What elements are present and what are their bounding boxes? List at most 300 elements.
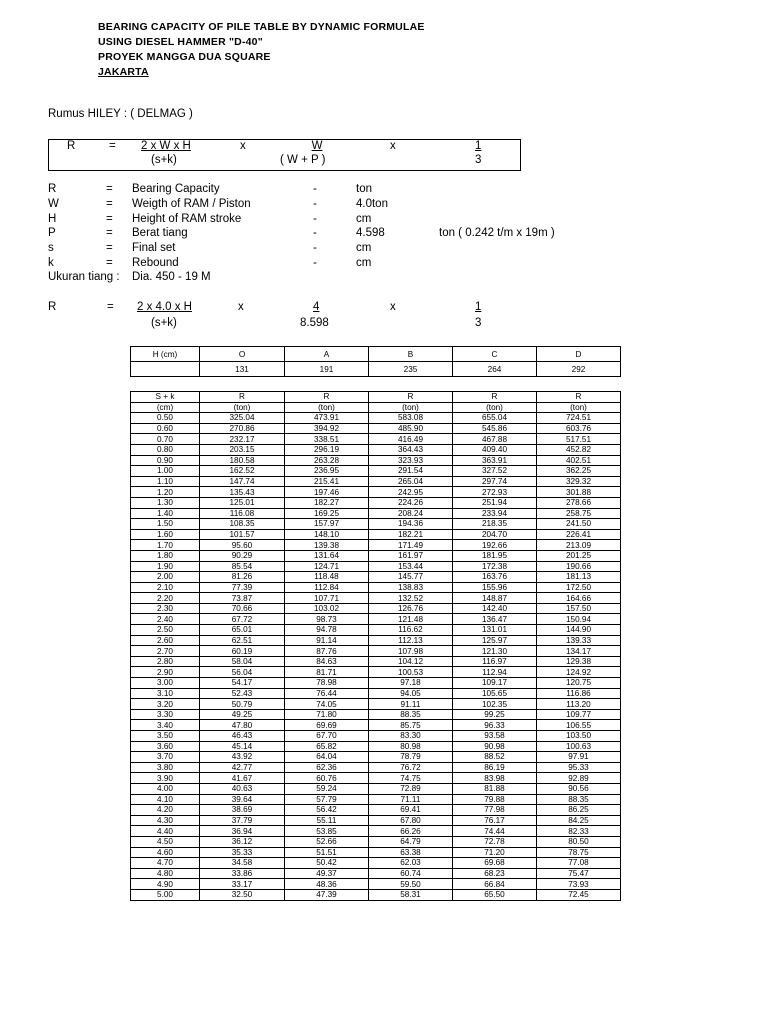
- table-row: [131, 519, 621, 530]
- table-cell: 235: [369, 362, 453, 377]
- table-cell: 118.48: [285, 572, 369, 583]
- table-cell: 131.64: [285, 550, 369, 561]
- table-cell: 233.94: [453, 508, 537, 519]
- table-cell: 60.74: [369, 868, 453, 879]
- table-cell: 517.51: [537, 434, 621, 445]
- table-cell: 103.02: [285, 603, 369, 614]
- definition-description: Bearing Capacity: [132, 183, 220, 195]
- table-cell: 77.08: [537, 858, 621, 869]
- table-cell: 103.50: [537, 731, 621, 742]
- header-cell: H (cm): [131, 347, 200, 362]
- table-cell: 545.86: [453, 423, 537, 434]
- formula-numerator-1: 2 x W x H: [141, 140, 191, 152]
- table-cell: 40.63: [200, 783, 285, 794]
- definition-description: Height of RAM stroke: [132, 213, 242, 225]
- table-cell: 47.80: [200, 720, 285, 731]
- header-cell: (ton): [453, 402, 537, 413]
- table-cell: 272.93: [453, 487, 537, 498]
- header-cell: (ton): [200, 402, 285, 413]
- table-cell: 36.12: [200, 836, 285, 847]
- table-row: [131, 678, 621, 689]
- table-cell: 70.66: [200, 603, 285, 614]
- table-cell: 4.40: [131, 826, 200, 837]
- table-cell: 83.98: [453, 773, 537, 784]
- table-cell: 147.74: [200, 476, 285, 487]
- table-cell: 132.52: [369, 593, 453, 604]
- table-cell: 0.70: [131, 434, 200, 445]
- header-hammer: USING DIESEL HAMMER "D-40": [98, 36, 263, 48]
- table-cell: 99.25: [453, 709, 537, 720]
- table-row: [131, 762, 621, 773]
- definition-dash: -: [313, 198, 317, 210]
- table-cell: 226.41: [537, 529, 621, 540]
- header-cell: (cm): [131, 402, 200, 413]
- table-cell: 452.82: [537, 444, 621, 455]
- table-cell: 148.10: [285, 529, 369, 540]
- formula-times-2: x: [390, 140, 396, 152]
- table-cell: 64.79: [369, 836, 453, 847]
- header-cell: R: [200, 392, 285, 403]
- table-cell: 72.89: [369, 783, 453, 794]
- table-cell: 101.57: [200, 529, 285, 540]
- table-cell: 129.38: [537, 656, 621, 667]
- table-cell: 113.20: [537, 699, 621, 710]
- table-cell: 65.50: [453, 889, 537, 900]
- table-row: [131, 540, 621, 551]
- header-cell: R: [285, 392, 369, 403]
- table-row: [131, 550, 621, 561]
- table-row: [131, 815, 621, 826]
- table-row: [131, 413, 621, 424]
- table-row: [131, 773, 621, 784]
- definition-value: cm: [356, 257, 372, 269]
- table-cell: 3.20: [131, 699, 200, 710]
- table-cell: 91.14: [285, 635, 369, 646]
- table-cell: 192.66: [453, 540, 537, 551]
- table-cell: 86.19: [453, 762, 537, 773]
- definition-eq: =: [106, 242, 113, 254]
- table-cell: 131.01: [453, 625, 537, 636]
- table-cell: 2.70: [131, 646, 200, 657]
- table-cell: 57.79: [285, 794, 369, 805]
- table-row: [131, 667, 621, 678]
- table-cell: 90.98: [453, 741, 537, 752]
- table-cell: 67.80: [369, 815, 453, 826]
- table-cell: 296.19: [285, 444, 369, 455]
- table-cell: 204.70: [453, 529, 537, 540]
- table-cell: 0.60: [131, 423, 200, 434]
- definition-symbol: W: [48, 198, 59, 210]
- table-cell: 218.35: [453, 519, 537, 530]
- table-cell: 148.87: [453, 593, 537, 604]
- table-cell: 2.80: [131, 656, 200, 667]
- definition-symbol: P: [48, 227, 56, 239]
- table-cell: 724.51: [537, 413, 621, 424]
- table-cell: 95.33: [537, 762, 621, 773]
- table-cell: 43.92: [200, 752, 285, 763]
- table-cell: 67.72: [200, 614, 285, 625]
- table-cell: 106.55: [537, 720, 621, 731]
- table-cell: 41.67: [200, 773, 285, 784]
- table-cell: 69.41: [369, 805, 453, 816]
- formula-eq: =: [107, 301, 114, 313]
- table-cell: 3.40: [131, 720, 200, 731]
- table-cell: 73.87: [200, 593, 285, 604]
- table-cell: 181.13: [537, 572, 621, 583]
- table-cell: 291.54: [369, 466, 453, 477]
- formula-times-1: x: [240, 140, 246, 152]
- table-cell: 85.54: [200, 561, 285, 572]
- table-cell: 258.75: [537, 508, 621, 519]
- table-cell: 64.04: [285, 752, 369, 763]
- table-cell: 241.50: [537, 519, 621, 530]
- table-header-row: [131, 402, 621, 413]
- table-cell: 90.56: [537, 783, 621, 794]
- definition-symbol: R: [48, 183, 57, 195]
- definition-note: ton ( 0.242 t/m x 19m ): [439, 227, 555, 239]
- table-row: [131, 868, 621, 879]
- table-row: [131, 826, 621, 837]
- table-cell: 120.75: [537, 678, 621, 689]
- table-cell: 52.66: [285, 836, 369, 847]
- table-cell: 85.75: [369, 720, 453, 731]
- table-cell: 157.97: [285, 519, 369, 530]
- table-cell: 603.76: [537, 423, 621, 434]
- table-cell: 197.46: [285, 487, 369, 498]
- table-cell: 172.50: [537, 582, 621, 593]
- table-cell: 194.36: [369, 519, 453, 530]
- definition-value: ton: [356, 183, 372, 195]
- table-header-row: [131, 347, 621, 362]
- header-cell: S + k: [131, 392, 200, 403]
- header-cell: R: [369, 392, 453, 403]
- table-cell: 263.28: [285, 455, 369, 466]
- table-cell: 3.90: [131, 773, 200, 784]
- table-row: [131, 362, 621, 377]
- table-row: [131, 709, 621, 720]
- table-cell: 473.91: [285, 413, 369, 424]
- table-cell: 84.63: [285, 656, 369, 667]
- table-cell: 292: [537, 362, 621, 377]
- table-cell: 2.60: [131, 635, 200, 646]
- table-cell: 125.01: [200, 497, 285, 508]
- table-cell: 121.30: [453, 646, 537, 657]
- definition-dash: -: [313, 257, 317, 269]
- formula-times-2: x: [390, 301, 396, 313]
- table-cell: 80.98: [369, 741, 453, 752]
- table-cell: 50.42: [285, 858, 369, 869]
- table-cell: 125.97: [453, 635, 537, 646]
- header-cell: B: [369, 347, 453, 362]
- table-cell: 2.50: [131, 625, 200, 636]
- formula-times-1: x: [238, 301, 244, 313]
- table-cell: 62.36: [285, 762, 369, 773]
- header-cell: R: [453, 392, 537, 403]
- table-cell: 161.97: [369, 550, 453, 561]
- table-row: [131, 434, 621, 445]
- formula-denominator-1: (s+k): [151, 154, 177, 166]
- table-cell: 97.18: [369, 678, 453, 689]
- table-cell: 107.71: [285, 593, 369, 604]
- table-row: [131, 731, 621, 742]
- table-cell: 251.94: [453, 497, 537, 508]
- table-cell: 71.20: [453, 847, 537, 858]
- table-cell: 116.08: [200, 508, 285, 519]
- definition-value: 4.598: [356, 227, 385, 239]
- table-cell: 78.79: [369, 752, 453, 763]
- table-cell: 94.78: [285, 625, 369, 636]
- table-cell: 4.90: [131, 879, 200, 890]
- table-cell: 4.10: [131, 794, 200, 805]
- table-cell: 4.80: [131, 868, 200, 879]
- table-cell: 65.01: [200, 625, 285, 636]
- table-cell: 72.78: [453, 836, 537, 847]
- table-cell: 77.39: [200, 582, 285, 593]
- table-cell: 81.26: [200, 572, 285, 583]
- formula-caption: Rumus HILEY : ( DELMAG ): [48, 108, 193, 120]
- table-cell: 88.35: [369, 709, 453, 720]
- table-cell: 51.51: [285, 847, 369, 858]
- table-cell: 112.13: [369, 635, 453, 646]
- table-cell: 58.04: [200, 656, 285, 667]
- table-cell: 203.15: [200, 444, 285, 455]
- table-cell: 36.94: [200, 826, 285, 837]
- table-cell: 2.00: [131, 572, 200, 583]
- table-cell: 467.88: [453, 434, 537, 445]
- header-cell: A: [285, 347, 369, 362]
- table-cell: 59.50: [369, 879, 453, 890]
- table-cell: 109.77: [537, 709, 621, 720]
- table-cell: 80.50: [537, 836, 621, 847]
- table-cell: 0.80: [131, 444, 200, 455]
- table-cell: 323.93: [369, 455, 453, 466]
- header-title: BEARING CAPACITY OF PILE TABLE BY DYNAMIC FORMULAE: [98, 21, 425, 33]
- definition-value: cm: [356, 213, 372, 225]
- table-cell: 98.73: [285, 614, 369, 625]
- table-row: [131, 487, 621, 498]
- table-row: [131, 476, 621, 487]
- table-cell: 3.50: [131, 731, 200, 742]
- table-cell: 4.20: [131, 805, 200, 816]
- table-cell: 213.09: [537, 540, 621, 551]
- table-cell: 53.85: [285, 826, 369, 837]
- table-row: [131, 847, 621, 858]
- table-cell: 153.44: [369, 561, 453, 572]
- table-cell: 162.52: [200, 466, 285, 477]
- table-cell: 208.24: [369, 508, 453, 519]
- table-cell: 131: [200, 362, 285, 377]
- table-row: [131, 688, 621, 699]
- table-cell: 2.10: [131, 582, 200, 593]
- definition-eq: =: [106, 257, 113, 269]
- header-cell: R: [537, 392, 621, 403]
- table-cell: 54.17: [200, 678, 285, 689]
- formula-denominator-3: 3: [475, 154, 482, 166]
- definition-description: Final set: [132, 242, 176, 254]
- table-cell: 215.41: [285, 476, 369, 487]
- table-row: [131, 635, 621, 646]
- table-cell: 100.53: [369, 667, 453, 678]
- definition-eq: =: [106, 213, 113, 225]
- table-cell: 37.79: [200, 815, 285, 826]
- table-cell: 33.17: [200, 879, 285, 890]
- table-cell: 60.19: [200, 646, 285, 657]
- table-cell: 49.37: [285, 868, 369, 879]
- table-cell: 135.43: [200, 487, 285, 498]
- table-cell: 77.98: [453, 805, 537, 816]
- table-cell: [131, 362, 200, 377]
- table-cell: 329.32: [537, 476, 621, 487]
- table-cell: 155.96: [453, 582, 537, 593]
- formula-denominator-2: ( W + P ): [280, 154, 326, 166]
- table-cell: 124.92: [537, 667, 621, 678]
- header-cell: (ton): [285, 402, 369, 413]
- table-cell: 1.70: [131, 540, 200, 551]
- definition-description: Berat tiang: [132, 227, 188, 239]
- definition-value: cm: [356, 242, 372, 254]
- table-cell: 145.77: [369, 572, 453, 583]
- table-cell: 56.42: [285, 805, 369, 816]
- table-cell: 58.31: [369, 889, 453, 900]
- table-cell: 59.24: [285, 783, 369, 794]
- table-cell: 363.91: [453, 455, 537, 466]
- table-cell: 116.62: [369, 625, 453, 636]
- table-cell: 264: [453, 362, 537, 377]
- table-cell: 83.30: [369, 731, 453, 742]
- formula-eq: =: [109, 140, 116, 152]
- table-cell: 278.66: [537, 497, 621, 508]
- table-cell: 107.98: [369, 646, 453, 657]
- table-cell: 1.30: [131, 497, 200, 508]
- table-cell: 105.65: [453, 688, 537, 699]
- table-row: [131, 508, 621, 519]
- table-cell: 136.47: [453, 614, 537, 625]
- table-cell: 100.63: [537, 741, 621, 752]
- document-header: [98, 20, 425, 80]
- table-cell: 301.88: [537, 487, 621, 498]
- formula-r: R: [67, 140, 76, 152]
- table-cell: 76.44: [285, 688, 369, 699]
- table-row: [131, 783, 621, 794]
- table-cell: 1.00: [131, 466, 200, 477]
- table-cell: 3.80: [131, 762, 200, 773]
- table-cell: 583.08: [369, 413, 453, 424]
- definition-symbol: k: [48, 257, 54, 269]
- definition-dash: -: [313, 183, 317, 195]
- table-cell: 171.49: [369, 540, 453, 551]
- table-cell: 68.23: [453, 868, 537, 879]
- table-cell: 60.76: [285, 773, 369, 784]
- table-cell: 82.33: [537, 826, 621, 837]
- table-cell: 88.52: [453, 752, 537, 763]
- table-cell: 409.40: [453, 444, 537, 455]
- table-row: [131, 805, 621, 816]
- table-cell: 4.00: [131, 783, 200, 794]
- table-cell: 2.90: [131, 667, 200, 678]
- table-cell: 112.94: [453, 667, 537, 678]
- table-cell: 2.30: [131, 603, 200, 614]
- table-cell: 108.35: [200, 519, 285, 530]
- table-row: [131, 603, 621, 614]
- table-cell: 66.84: [453, 879, 537, 890]
- table-cell: 90.29: [200, 550, 285, 561]
- table-row: [131, 752, 621, 763]
- table-cell: 1.60: [131, 529, 200, 540]
- table-cell: 69.68: [453, 858, 537, 869]
- table-cell: 47.39: [285, 889, 369, 900]
- table-cell: 65.82: [285, 741, 369, 752]
- table-row: [131, 561, 621, 572]
- table-cell: 4.60: [131, 847, 200, 858]
- table-cell: 163.76: [453, 572, 537, 583]
- table-cell: 95.60: [200, 540, 285, 551]
- table-cell: 75.47: [537, 868, 621, 879]
- table-cell: 94.05: [369, 688, 453, 699]
- table-cell: 655.04: [453, 413, 537, 424]
- hammer-height-table: [130, 346, 621, 377]
- definition-dash: -: [313, 242, 317, 254]
- table-cell: 1.80: [131, 550, 200, 561]
- table-cell: 48.36: [285, 879, 369, 890]
- table-cell: 87.76: [285, 646, 369, 657]
- table-cell: 394.92: [285, 423, 369, 434]
- table-cell: 3.60: [131, 741, 200, 752]
- table-cell: 0.90: [131, 455, 200, 466]
- table-cell: 102.35: [453, 699, 537, 710]
- table-cell: 74.75: [369, 773, 453, 784]
- table-cell: 157.50: [537, 603, 621, 614]
- table-cell: 79.88: [453, 794, 537, 805]
- table-row: [131, 720, 621, 731]
- header-location: JAKARTA: [98, 66, 149, 78]
- formula-numerator-2: W: [311, 140, 323, 152]
- table-cell: 4.30: [131, 815, 200, 826]
- table-cell: 1.90: [131, 561, 200, 572]
- table-row: [131, 699, 621, 710]
- table-cell: 164.66: [537, 593, 621, 604]
- table-cell: 3.30: [131, 709, 200, 720]
- table-row: [131, 497, 621, 508]
- header-cell: (ton): [369, 402, 453, 413]
- table-cell: 236.95: [285, 466, 369, 477]
- table-row: [131, 646, 621, 657]
- table-cell: 362.25: [537, 466, 621, 477]
- definition-description: Weigth of RAM / Piston: [132, 198, 251, 210]
- table-cell: 1.50: [131, 519, 200, 530]
- table-cell: 76.17: [453, 815, 537, 826]
- table-cell: 109.17: [453, 678, 537, 689]
- table-cell: 126.76: [369, 603, 453, 614]
- definition-eq: =: [106, 227, 113, 239]
- header-cell: (ton): [537, 402, 621, 413]
- table-cell: 33.86: [200, 868, 285, 879]
- table-row: [131, 794, 621, 805]
- table-cell: 46.43: [200, 731, 285, 742]
- formula-r: R: [48, 301, 57, 313]
- table-row: [131, 593, 621, 604]
- table-cell: 88.35: [537, 794, 621, 805]
- table-cell: 116.97: [453, 656, 537, 667]
- formula-denominator-3: 3: [475, 317, 482, 329]
- table-cell: 49.25: [200, 709, 285, 720]
- definition-symbol: H: [48, 213, 57, 225]
- table-cell: 297.74: [453, 476, 537, 487]
- table-cell: 74.05: [285, 699, 369, 710]
- table-cell: 181.95: [453, 550, 537, 561]
- header-cell: D: [537, 347, 621, 362]
- table-cell: 364.43: [369, 444, 453, 455]
- table-cell: 1.40: [131, 508, 200, 519]
